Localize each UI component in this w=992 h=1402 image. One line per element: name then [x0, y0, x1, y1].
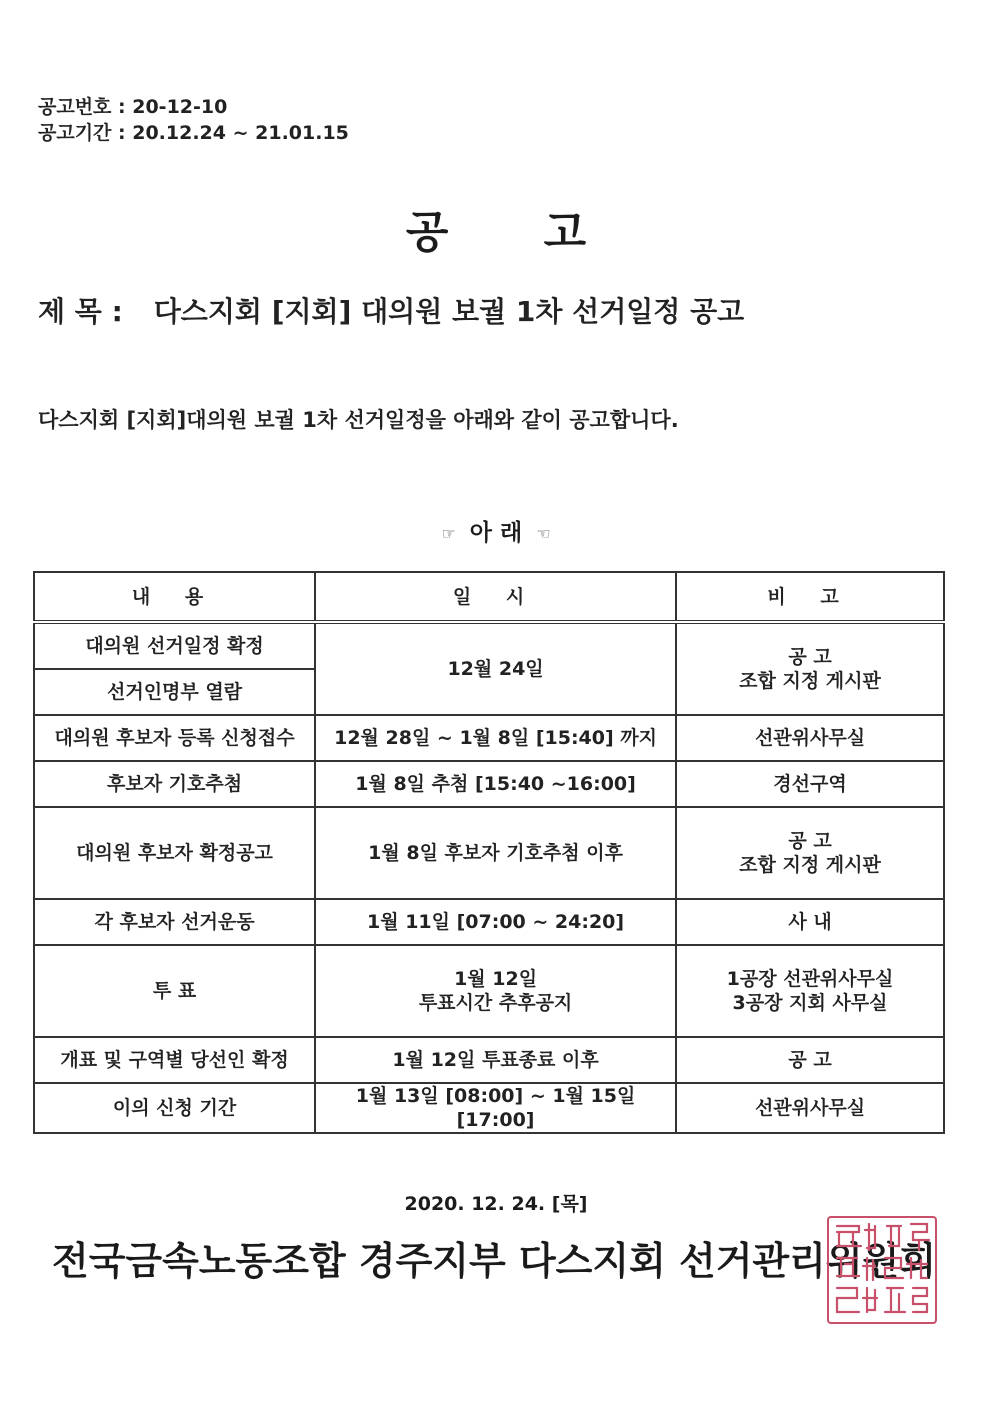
cell-note: 공 고 [676, 1037, 944, 1083]
header-datetime: 일 시 [315, 572, 676, 622]
cell-content: 이의 신청 기간 [34, 1083, 315, 1133]
below-heading-text: 아 래 [469, 520, 523, 546]
notice-period: 공고기간 : 20.12.24 ~ 21.01.15 [38, 122, 349, 144]
subject-line [38, 290, 744, 330]
pointing-hand-left-icon: ☜ [536, 524, 551, 543]
official-seal-icon [827, 1216, 937, 1324]
title-char-2: 고 [543, 207, 587, 258]
title-char-1: 공 [405, 207, 449, 258]
cell-note: 사 내 [676, 899, 944, 945]
cell-note: 공 고 조합 지정 게시판 [676, 807, 944, 899]
cell-note: 1공장 선관위사무실 3공장 지회 사무실 [676, 945, 944, 1037]
header-content: 내 용 [34, 572, 315, 622]
below-heading [0, 514, 992, 547]
pointing-hand-right-icon: ☞ [441, 524, 456, 543]
cell-content: 후보자 기호추첨 [34, 761, 315, 807]
organization-name: 전국금속노동조합 경주지부 다스지회 선거관리위원회 [52, 1239, 936, 1283]
notice-date: 2020. 12. 24. [목] [404, 1193, 588, 1215]
cell-note: 공 고 조합 지정 게시판 [676, 622, 944, 715]
cell-datetime: 1월 11일 [07:00 ~ 24:20] [315, 899, 676, 945]
cell-datetime: 1월 12일 투표시간 추후공지 [315, 945, 676, 1037]
cell-datetime: 1월 13일 [08:00] ~ 1월 15일 [17:00] [315, 1083, 676, 1133]
table-row [34, 715, 944, 761]
cell-note: 선관위사무실 [676, 715, 944, 761]
table-row [34, 761, 944, 807]
cell-content: 대의원 선거일정 확정 [34, 622, 315, 669]
table-row [34, 899, 944, 945]
cell-datetime: 12월 24일 [315, 622, 676, 715]
cell-datetime: 12월 28일 ~ 1월 8일 [15:40] 까지 [315, 715, 676, 761]
subject-label: 제 목 : [38, 295, 123, 328]
cell-content: 개표 및 구역별 당선인 확정 [34, 1037, 315, 1083]
table-row [34, 945, 944, 1037]
cell-content: 대의원 후보자 등록 신청접수 [34, 715, 315, 761]
header-note: 비 고 [676, 572, 944, 622]
document-title [0, 196, 992, 260]
table-row [34, 1083, 944, 1133]
table-header-row [34, 572, 944, 622]
cell-content: 각 후보자 선거운동 [34, 899, 315, 945]
cell-datetime: 1월 8일 추첨 [15:40 ~16:00] [315, 761, 676, 807]
notice-number: 공고번호 : 20-12-10 [38, 96, 228, 118]
table-row [34, 1037, 944, 1083]
cell-content: 투 표 [34, 945, 315, 1037]
cell-note: 선관위사무실 [676, 1083, 944, 1133]
table-row [34, 622, 944, 669]
cell-datetime: 1월 12일 투표종료 이후 [315, 1037, 676, 1083]
cell-datetime: 1월 8일 후보자 기호추첨 이후 [315, 807, 676, 899]
intro-text: 다스지회 [지회]대의원 보궐 1차 선거일정을 아래와 같이 공고합니다. [38, 408, 679, 432]
schedule-table [33, 571, 945, 1134]
cell-content: 선거인명부 열람 [34, 669, 315, 715]
table-row [34, 807, 944, 899]
cell-content: 대의원 후보자 확정공고 [34, 807, 315, 899]
subject-text: 다스지회 [지회] 대의원 보궐 1차 선거일정 공고 [153, 295, 745, 328]
cell-note: 경선구역 [676, 761, 944, 807]
